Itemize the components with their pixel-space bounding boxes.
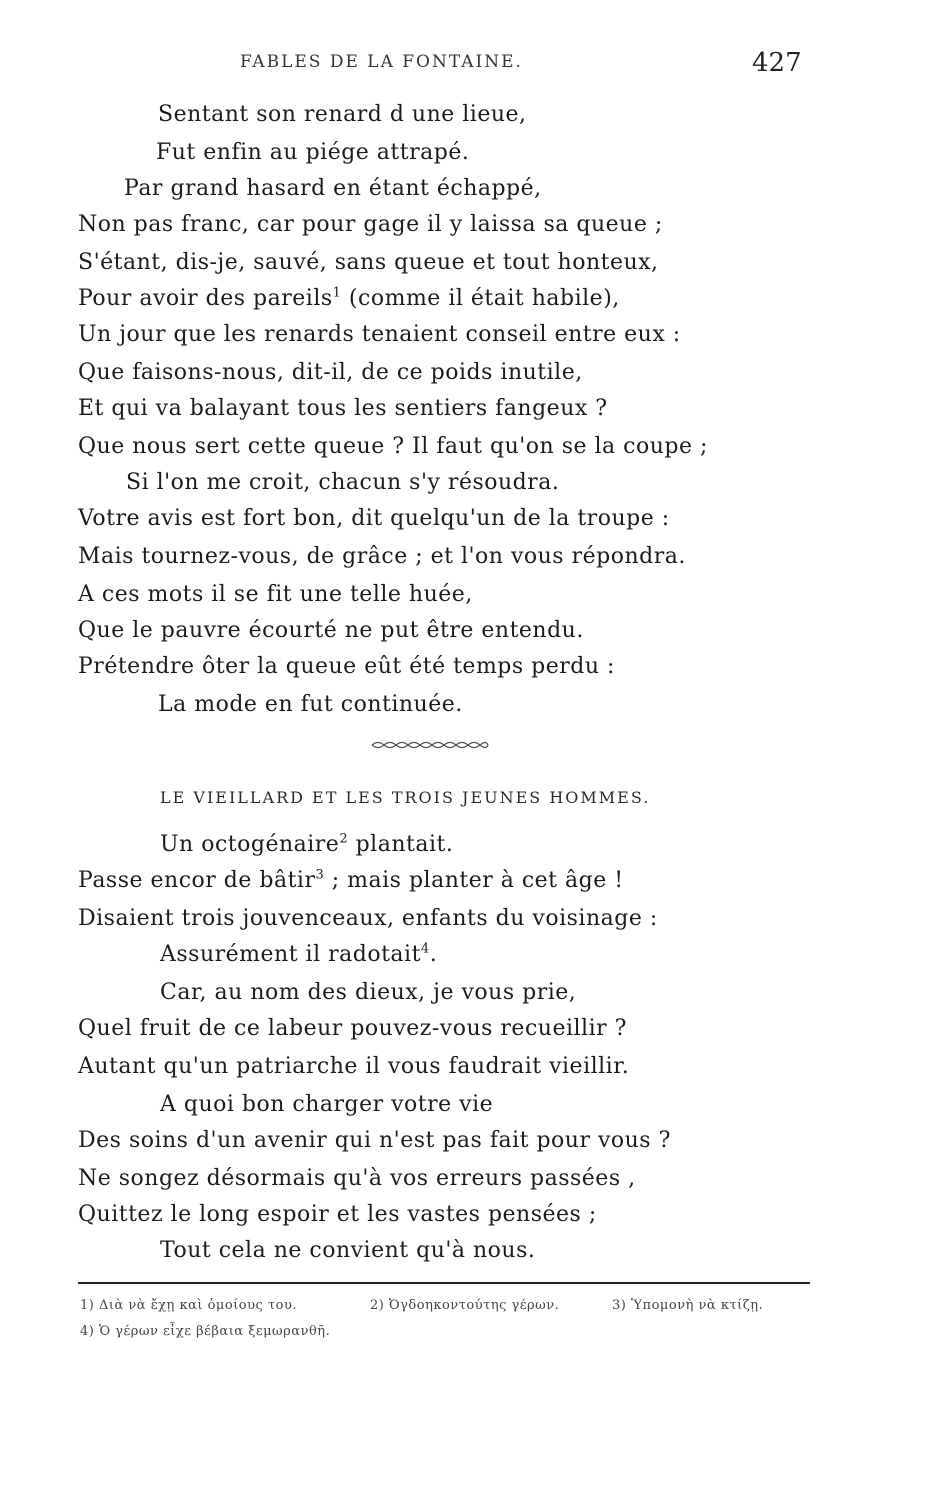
footnote-marker: 4) <box>80 1324 95 1339</box>
verse-line: Sentant son renard d une lieue, <box>158 102 527 127</box>
footnote-2: 2) Ὀγδοηκοντούτης γέρων. <box>370 1298 560 1313</box>
verse-line: A ces mots il se fit une telle huée, <box>78 582 473 607</box>
footnote-ref: 1 <box>332 285 342 301</box>
running-head: FABLES DE LA FONTAINE. <box>240 52 523 72</box>
footnote-4: 4) Ὁ γέρων εἶχε βέβαια ξεμωρανθῆ. <box>80 1324 331 1339</box>
footnote-ref: 2 <box>339 831 349 847</box>
verse-line: S'étant, dis-je, sauvé, sans queue et tout honteux, <box>78 250 659 275</box>
verse-line: Un octogénaire$^2$ plantait. <box>160 831 454 857</box>
verse-line: Et qui va balayant tous les sentiers fangeux ? <box>78 396 608 421</box>
verse-line: Prétendre ôter la queue eût été temps perdu : <box>78 654 615 679</box>
verse-line: Disaient trois jouvenceaux, enfants du voisinage : <box>78 906 658 931</box>
verse-line: Que faisons-nous, dit-il, de ce poids inutile, <box>78 360 583 385</box>
verse-line: Votre avis est fort bon, dit quelqu'un de la troupe : <box>78 506 670 531</box>
verse-line: Car, au nom des dieux, je vous prie, <box>160 980 577 1005</box>
verse-line: Que nous sert cette queue ? Il faut qu'on se la coupe ; <box>78 434 708 459</box>
fable-title: LE VIEILLARD ET LES TROIS JEUNES HOMMES. <box>160 788 651 807</box>
verse-line: A quoi bon charger votre vie <box>160 1092 494 1117</box>
verse-line: Mais tournez-vous, de grâce ; et l'on vous répondra. <box>78 544 686 569</box>
verse-line: Quel fruit de ce labeur pouvez-vous recueillir ? <box>78 1016 627 1041</box>
footnote-rule <box>78 1282 810 1284</box>
footnote-marker: 3) <box>612 1298 627 1313</box>
verse-line: Passe encor de bâtir$^3$ ; mais planter à cet âge ! <box>78 867 624 893</box>
verse-line: Si l'on me croit, chacun s'y résoudra. <box>126 470 560 495</box>
verse-line: Fut enfin au piége attrapé. <box>156 140 470 165</box>
footnote-marker: 2) <box>370 1298 385 1313</box>
verse-line: Pour avoir des pareils$^1$ (comme il était habile), <box>78 285 620 311</box>
verse-line: Que le pauvre écourté ne put être entendu. <box>78 618 584 643</box>
verse-line: La mode en fut continuée. <box>158 692 463 717</box>
verse-line: Ne songez désormais qu'à vos erreurs passées , <box>78 1166 636 1191</box>
verse-line: Autant qu'un patriarche il vous faudrait vieillir. <box>78 1054 630 1079</box>
footnote-3: 3) Ὑπομονὴ νὰ κτίζῃ. <box>612 1298 764 1313</box>
verse-line: Tout cela ne convient qu'à nous. <box>160 1238 536 1263</box>
verse-line: Des soins d'un avenir qui n'est pas fait pour vous ? <box>78 1128 671 1153</box>
verse-line: Quittez le long espoir et les vastes pensées ; <box>78 1202 597 1227</box>
footnote-1: 1) Διὰ νὰ ἔχῃ καὶ ὁμοίους του. <box>80 1298 297 1313</box>
footnote-ref: 4 <box>420 941 430 957</box>
footnote-ref: 3 <box>315 867 325 883</box>
verse-line: Par grand hasard en étant échappé, <box>124 176 542 201</box>
verse-line: Un jour que les renards tenaient conseil entre eux : <box>78 322 681 347</box>
footnote-marker: 1) <box>80 1298 95 1313</box>
ornament-divider <box>370 740 490 750</box>
verse-line: Assurément il radotait$^4$. <box>160 941 438 967</box>
verse-line: Non pas franc, car pour gage il y laissa sa queue ; <box>78 212 663 237</box>
page-number: 427 <box>752 48 802 78</box>
